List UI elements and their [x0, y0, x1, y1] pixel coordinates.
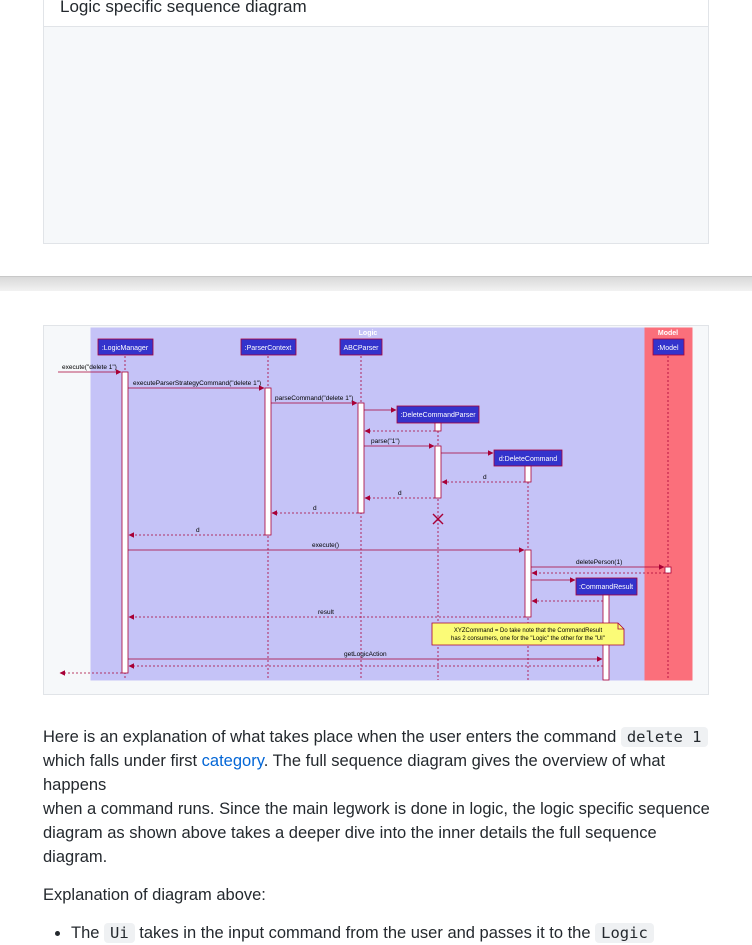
activation-model [665, 567, 671, 573]
participant-parser-context: :ParserContext [244, 345, 292, 352]
activation-delete-command-parser-1 [435, 423, 441, 431]
activation-parser-context [265, 388, 271, 535]
inline-code-ui: Ui [104, 923, 135, 943]
label-parse: parse("1") [371, 438, 400, 445]
label-parse-command: parseCommand("delete 1") [275, 395, 354, 402]
diagram-card-title: Logic specific sequence diagram [44, 0, 708, 27]
label-d-return-2: d [398, 490, 402, 497]
inline-code-delete-1: delete 1 [621, 727, 708, 747]
participant-model: :Model [657, 345, 679, 352]
explanation-paragraph: Here is an explanation of what takes place when the user enters the command delete 1 which falls under first category. The full sequence diagram gives the overview of what happens when a command runs. Since the main legwork is done in logic, the logic specific sequence diagram as shown above takes a deeper dive into the inner details the full sequence diagram. [43, 728, 710, 866]
participant-command-result: :CommandResult [578, 584, 634, 591]
label-d-return-3: d [313, 505, 317, 512]
activation-delete-command-parser-2 [435, 446, 441, 498]
model-box-label: Model [657, 330, 679, 337]
participant-delete-command-parser: :DeleteCommandParser [400, 412, 476, 419]
activation-delete-command-2 [525, 550, 531, 617]
explanation-list [43, 921, 713, 945]
category-link[interactable]: category [201, 752, 264, 770]
activation-abc-parser [358, 403, 364, 513]
label-delete-person: deletePerson(1) [576, 559, 623, 566]
label-execute-parser-strategy: executeParserStrategyCommand("delete 1") [133, 380, 262, 387]
activation-logic-manager [122, 372, 128, 673]
label-result: result [318, 609, 334, 616]
label-get-logic-action: getLogicAction [344, 651, 387, 658]
list-item: • The Ui takes in the input command from the user and passes it to the Logic [71, 921, 713, 945]
label-execute: execute() [312, 542, 340, 549]
inline-code-logic: Logic [595, 923, 654, 943]
note-line-2: has 2 consumers, one for the "Logic" the other for the "UI" [451, 636, 605, 642]
participant-delete-command: d:DeleteCommand [498, 456, 558, 463]
participant-logic-manager: :LogicManager [101, 345, 149, 352]
label-d-return-1: d [483, 474, 487, 481]
label-execute-delete: execute("delete 1") [62, 364, 117, 371]
model-box [645, 328, 692, 680]
participant-abc-parser: ABCParser [343, 345, 379, 352]
activation-delete-command-1 [525, 466, 531, 482]
explanation-heading: Explanation of diagram above: [43, 886, 266, 904]
explanation-text [43, 725, 713, 945]
note-line-1: XYZCommand = Do take note that the CommandResult [453, 628, 603, 634]
logic-box-label: Logic [358, 330, 378, 337]
label-d-return-4: d [196, 527, 200, 534]
